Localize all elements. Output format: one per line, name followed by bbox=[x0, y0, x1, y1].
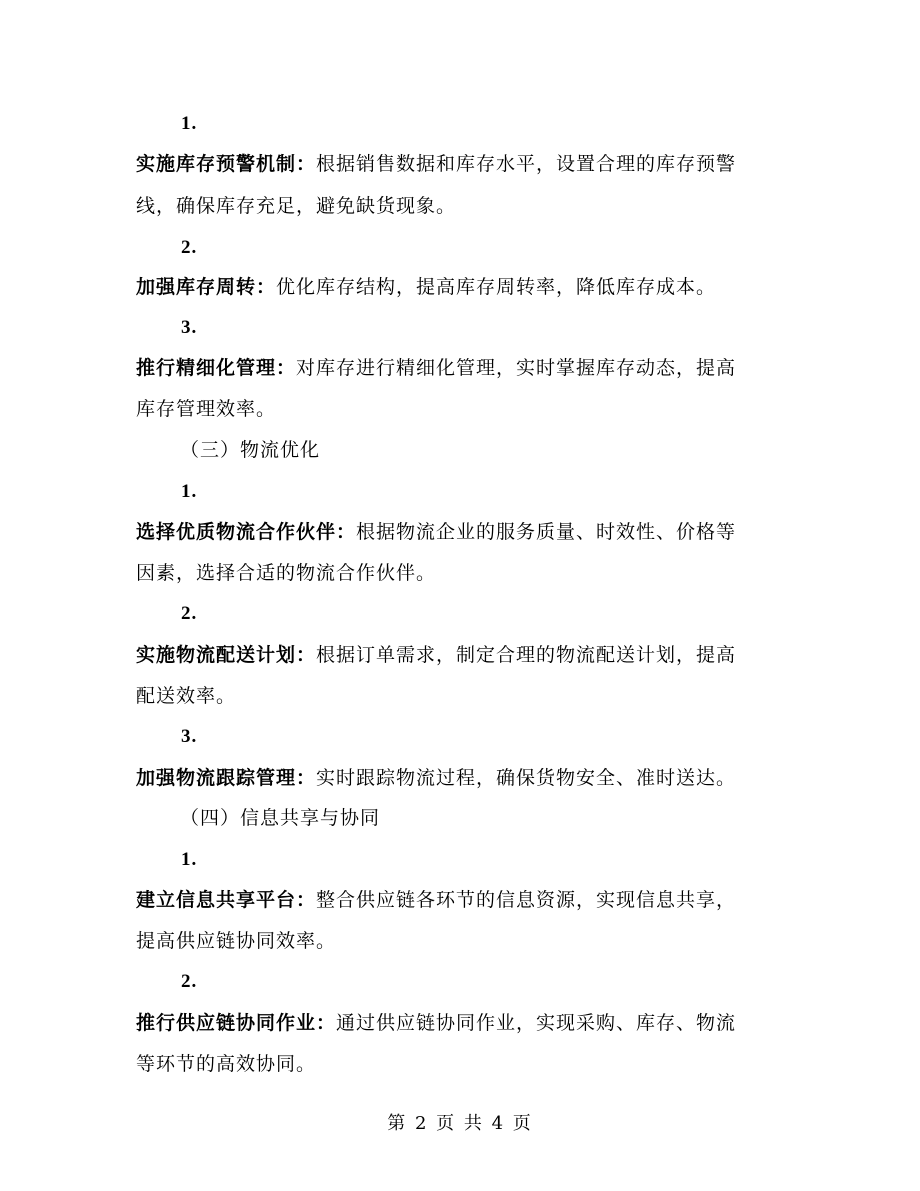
item-number: 2. bbox=[181, 603, 198, 624]
paragraph-line bbox=[136, 520, 736, 544]
item-text: 优化库存结构，提高库存周转率，降低库存成本。 bbox=[276, 276, 717, 298]
item-number: 1. bbox=[181, 849, 198, 870]
paragraph-line: 库存管理效率。 bbox=[136, 398, 277, 420]
item-number: 1. bbox=[181, 113, 198, 134]
paragraph-line: 提高供应链协同效率。 bbox=[136, 930, 337, 952]
item-number: 3. bbox=[181, 317, 198, 338]
item-number: 2. bbox=[181, 237, 198, 258]
item-text: 对库存进行精细化管理，实时掌握库存动态，提高 bbox=[296, 357, 737, 379]
item-title: 加强物流跟踪管理： bbox=[136, 767, 317, 789]
item-text: 实时跟踪物流过程，确保货物安全、准时送达。 bbox=[316, 767, 737, 789]
paragraph-line bbox=[136, 152, 736, 176]
item-text: 根据销售数据和库存水平，设置合理的库存预警 bbox=[316, 153, 737, 175]
item-text: 根据物流企业的服务质量、时效性、价格等 bbox=[356, 521, 737, 543]
item-title: 推行精细化管理： bbox=[136, 357, 297, 379]
item-number: 1. bbox=[181, 481, 198, 502]
paragraph-line bbox=[136, 356, 736, 380]
paragraph-line: 线，确保库存充足，避免缺货现象。 bbox=[136, 195, 457, 217]
item-text: 整合供应链各环节的信息资源，实现信息共享， bbox=[316, 889, 737, 911]
item-title: 实施库存预警机制： bbox=[136, 153, 317, 175]
paragraph-line bbox=[136, 1011, 736, 1035]
section-heading: （三）物流优化 bbox=[180, 439, 321, 461]
item-title: 建立信息共享平台： bbox=[136, 889, 317, 911]
item-number: 3. bbox=[181, 726, 198, 747]
paragraph-line: 等环节的高效协同。 bbox=[136, 1053, 317, 1075]
paragraph-line: 配送效率。 bbox=[136, 685, 237, 707]
page-footer: 第 2 页 共 4 页 bbox=[387, 1113, 533, 1134]
item-title: 选择优质物流合作伙伴： bbox=[136, 521, 357, 543]
section-heading: （四）信息共享与协同 bbox=[180, 807, 381, 829]
paragraph-line bbox=[136, 643, 736, 667]
paragraph-line bbox=[136, 275, 716, 299]
item-title: 实施物流配送计划： bbox=[136, 644, 317, 666]
item-number: 2. bbox=[181, 971, 198, 992]
paragraph-line bbox=[136, 766, 736, 790]
item-text: 通过供应链协同作业，实现采购、库存、物流 bbox=[336, 1012, 737, 1034]
paragraph-line bbox=[136, 888, 736, 912]
item-text: 根据订单需求，制定合理的物流配送计划，提高 bbox=[316, 644, 737, 666]
paragraph-line: 因素，选择合适的物流合作伙伴。 bbox=[136, 562, 437, 584]
item-title: 推行供应链协同作业： bbox=[136, 1012, 337, 1034]
item-title: 加强库存周转： bbox=[136, 276, 277, 298]
